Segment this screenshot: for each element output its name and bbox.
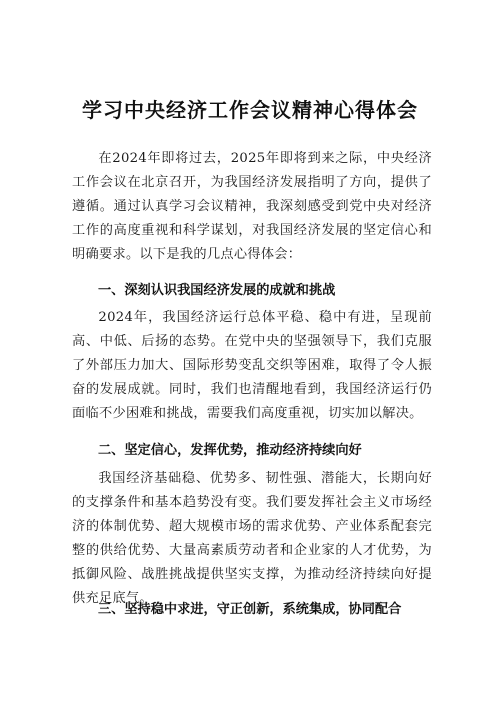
section-heading-1: 一、深刻认识我国经济发展的成就和挑战 [98,283,336,298]
section-paragraph-2: 我国经济基础稳、优势多、韧性强、潜能大，长期向好的支撑条件和基本趋势没有变。我们要发挥社会主义市场经济的体制优势、超大规模市场的需求优势、产业体系配套完整的供给优势、大量高素质劳动者和企业家的人才优势，为抵御风险、战胜挑战提供坚实支撑，为推动经济持续向好提供充足底气。 [72,471,432,606]
intro-paragraph: 在2024年即将过去，2025年即将到来之际，中央经济工作会议在北京召开，为我国经济发展指明了方向，提供了遵循。通过认真学习会议精神，我深刻感受到党中央对经济工作的高度重视和科学谋划，对我国经济发展的坚定信心和明确要求。以下是我的几点心得体会： [72,151,432,262]
section-paragraph-1: 2024年，我国经济运行总体平稳、稳中有进，呈现前高、中低、后扬的态势。在党中央的坚强领导下，我们克服了外部压力加大、国际形势变乱交织等困难，取得了令人振奋的发展成就。同时，我们也清醒地看到，我国经济运行仍面临不少困难和挑战，需要我们高度重视，切实加以解决。 [72,310,432,421]
section-heading-3: 三、坚持稳中求进，守正创新，系统集成，协同配合 [98,602,402,617]
document-title: 学习中央经济工作会议精神心得体会 [82,98,418,122]
section-heading-2: 二、坚定信心，发挥优势，推动经济持续向好 [98,443,362,458]
